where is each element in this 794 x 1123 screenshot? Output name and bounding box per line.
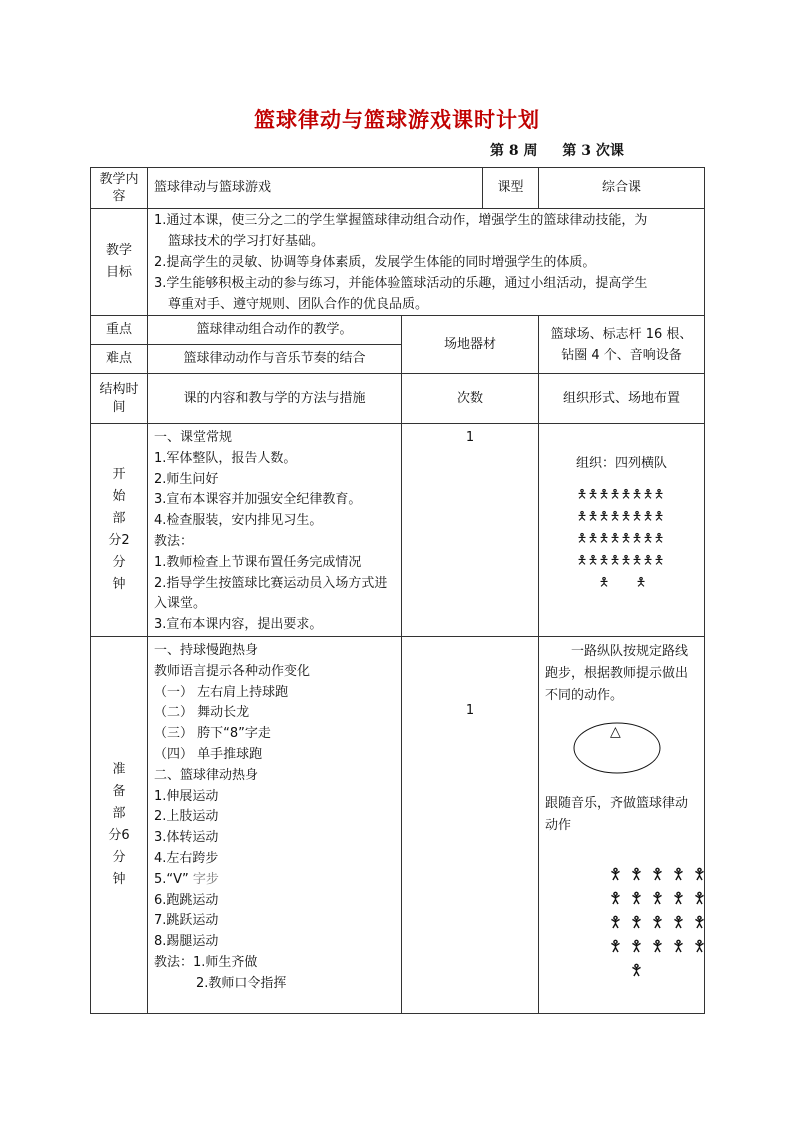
- student-figure-icon: 🯆: [692, 864, 707, 883]
- student-figure-icon: 🯆: [671, 888, 686, 907]
- equipment-label-cell: [402, 316, 539, 374]
- key-label-cell: [91, 316, 148, 345]
- organization-header-cell: [539, 374, 705, 424]
- section1-label: 开始部分2分钟: [108, 466, 130, 592]
- lesson-plan-table: [90, 167, 705, 1014]
- difficulty-value-cell: [148, 345, 402, 374]
- student-figure-icon: 🯅: [620, 553, 632, 567]
- teacher-figure-icon: 🯆: [629, 960, 644, 979]
- student-figure-icon: 🯅: [598, 553, 610, 567]
- section1-content-cell: [148, 424, 402, 637]
- student-figure-icon: 🯆: [629, 936, 644, 955]
- content-label-cell: [91, 168, 148, 209]
- section2-line: 3.体转运动: [154, 830, 219, 846]
- student-figure-icon: 🯅: [609, 531, 621, 545]
- student-figure-icon: 🯅: [576, 487, 588, 501]
- equipment-line: 篮球场、标志杆 16 根、: [550, 326, 693, 342]
- section2-line: 教师语言提示各种动作变化: [154, 663, 311, 679]
- student-figure-icon: 🯅: [642, 531, 654, 545]
- student-figure-icon: 🯅: [598, 509, 610, 523]
- section2-line: 教法：1.师生齐做: [154, 954, 258, 970]
- student-figure-icon: 🯅: [576, 531, 588, 545]
- leader-figure-icon: 🯅: [598, 575, 610, 589]
- student-figure-icon: 🯅: [631, 509, 643, 523]
- key-value: 篮球律动组合动作的教学。: [196, 322, 353, 337]
- section2-line: 7.跳跃运动: [154, 913, 219, 929]
- section2-line: 8.踢腿运动: [154, 934, 219, 950]
- type-value-cell: [539, 168, 705, 209]
- section2-line: 4.左右跨步: [154, 850, 219, 866]
- organization-header: 组织形式、场地布置: [563, 390, 681, 406]
- formation-leaders: [577, 572, 667, 594]
- student-figure-icon: 🯅: [587, 531, 599, 545]
- section1-organization-cell: [539, 424, 705, 637]
- student-figure-icon: 🯅: [653, 487, 665, 501]
- section1-line: 一、课堂常规: [154, 430, 233, 445]
- student-figure-icon: 🯅: [642, 553, 654, 567]
- student-figure-icon: 🯅: [587, 553, 599, 567]
- section1-line: 3.宣布本课内容，提出要求。: [154, 617, 323, 633]
- section2-line: 2.上肢运动: [154, 809, 219, 825]
- type-label: 课型: [497, 180, 524, 195]
- student-figure-icon: 🯆: [650, 888, 665, 907]
- section1-times-cell: [402, 424, 539, 637]
- student-figure-icon: 🯅: [587, 509, 599, 523]
- running-route-diagram: [573, 721, 661, 775]
- section1-org-text: 组织：四列横队: [576, 456, 668, 471]
- student-figure-icon: 🯆: [629, 888, 644, 907]
- objective-line: 2.提高学生的灵敏、协调等身体素质，发展学生体能的同时增强学生的体质。: [154, 254, 596, 270]
- student-figure-icon: 🯅: [620, 509, 632, 523]
- formation-row: [577, 528, 667, 550]
- student-figure-icon: 🯅: [620, 487, 632, 501]
- student-figure-icon: 🯅: [653, 553, 665, 567]
- section2-line: 1.伸展运动: [154, 788, 219, 804]
- structure-label: 结构时间: [99, 381, 139, 415]
- section2-line: 6.跑跳运动: [154, 892, 219, 908]
- section1-line: 2.师生问好: [154, 471, 219, 487]
- rhythm-row: [605, 863, 715, 887]
- section2-times: 1: [465, 702, 475, 718]
- section2-line: （四） 单手推球跑: [154, 746, 263, 762]
- section1-label-cell: [91, 424, 148, 637]
- rhythm-teacher-row: [605, 959, 715, 983]
- section2-line: [154, 870, 395, 891]
- section2-line: （二） 舞动长龙: [154, 705, 250, 721]
- equipment-line: 钻圈 4 个、音响设备: [561, 347, 682, 363]
- section2-label: 准备部分6分钟: [108, 761, 130, 887]
- student-figure-icon: 🯅: [598, 487, 610, 501]
- objectives-cell: [148, 209, 705, 316]
- difficulty-label: 难点: [105, 351, 132, 366]
- rhythm-row: [605, 887, 715, 911]
- section1-line: 4.检查服装，安内排见习生。: [154, 513, 323, 529]
- formation-row: [577, 550, 667, 572]
- key-value-cell: [148, 316, 402, 345]
- v-step-part2: 字步: [192, 871, 219, 887]
- student-figure-icon: 🯅: [609, 487, 621, 501]
- objectives-label: 教学目标: [105, 243, 132, 280]
- student-figure-icon: 🯆: [692, 912, 707, 931]
- methods-header-cell: [148, 374, 402, 424]
- section2-line: （三） 胯下“8”字走: [154, 726, 271, 742]
- objective-line: 篮球技术的学习打好基础。: [168, 233, 325, 249]
- structure-label-cell: [91, 374, 148, 424]
- student-figure-icon: 🯆: [608, 888, 623, 907]
- student-figure-icon: 🯅: [642, 509, 654, 523]
- section1-line: 1.教师检查上节课布置任务完成情况: [154, 554, 362, 570]
- difficulty-value: 篮球律动动作与音乐节奏的结合: [183, 351, 366, 366]
- methods-header: 课的内容和教与学的方法与措施: [183, 390, 366, 406]
- student-figure-icon: 🯆: [608, 936, 623, 955]
- student-figure-icon: 🯆: [650, 936, 665, 955]
- v-step-part1: 5.“V”: [154, 871, 189, 887]
- section2-times-cell: [402, 636, 539, 1013]
- section1-line: 2.指导学生按篮球比赛运动员入场方式进入课堂。: [154, 575, 388, 612]
- student-figure-icon: 🯆: [671, 912, 686, 931]
- formation-four-rows: [577, 484, 667, 594]
- student-figure-icon: 🯅: [576, 553, 588, 567]
- student-figure-icon: 🯅: [653, 509, 665, 523]
- week-lesson-info: [490, 140, 644, 160]
- lesson-label: 第 3 次课: [562, 143, 624, 159]
- section2-line: 2.教师口令指挥: [196, 975, 287, 991]
- times-header: 次数: [457, 390, 484, 406]
- student-figure-icon: 🯆: [671, 936, 686, 955]
- content-label: 教学内容: [99, 172, 139, 204]
- student-figure-icon: 🯆: [629, 912, 644, 931]
- times-header-cell: [402, 374, 539, 424]
- rhythm-row: [605, 935, 715, 959]
- student-figure-icon: 🯆: [608, 912, 623, 931]
- student-figure-icon: 🯆: [692, 936, 707, 955]
- rhythm-row: [605, 911, 715, 935]
- type-value: 综合课: [602, 180, 642, 195]
- student-figure-icon: 🯅: [609, 509, 621, 523]
- student-figure-icon: 🯆: [692, 888, 707, 907]
- section1-line: 1.军体整队，报告人数。: [154, 450, 297, 466]
- objective-line: 1.通过本课，使三分之二的学生掌握篮球律动组合动作，增强学生的篮球律动技能，为: [154, 212, 648, 228]
- formation-row: [577, 506, 667, 528]
- type-label-cell: [483, 168, 539, 209]
- student-figure-icon: 🯆: [671, 864, 686, 883]
- section2-org-text2: 跟随音乐，齐做篮球律动动作: [545, 795, 689, 833]
- student-figure-icon: 🯆: [608, 864, 623, 883]
- formation-row: [577, 484, 667, 506]
- section2-content-cell: [148, 636, 402, 1013]
- section1-line: 教法：: [154, 533, 194, 549]
- student-figure-icon: 🯅: [598, 531, 610, 545]
- content-value: 篮球律动与篮球游戏: [154, 180, 272, 195]
- student-figure-icon: 🯆: [650, 912, 665, 931]
- student-figure-icon: 🯅: [576, 509, 588, 523]
- section2-line: 二、篮球律动热身: [154, 767, 259, 783]
- student-figure-icon: 🯅: [653, 531, 665, 545]
- student-figure-icon: 🯆: [629, 864, 644, 883]
- equipment-value-cell: [539, 316, 705, 374]
- objectives-label-cell: [91, 209, 148, 316]
- student-figure-icon: 🯅: [587, 487, 599, 501]
- content-value-cell: [148, 168, 483, 209]
- student-figure-icon: 🯅: [631, 487, 643, 501]
- difficulty-label-cell: [91, 345, 148, 374]
- section1-line: 3.宣布本课容并加强安全纪律教育。: [154, 492, 362, 508]
- formation-rhythm: [605, 863, 715, 983]
- leader-figure-icon: 🯅: [635, 575, 647, 589]
- section2-label-cell: [91, 636, 148, 1013]
- student-figure-icon: 🯅: [620, 531, 632, 545]
- key-label: 重点: [105, 322, 132, 337]
- equipment-label: 场地器材: [444, 336, 497, 352]
- section2-line: （一） 左右肩上持球跑: [154, 684, 289, 700]
- student-figure-icon: 🯅: [642, 487, 654, 501]
- section1-times: 1: [465, 430, 475, 445]
- student-figure-icon: 🯆: [650, 864, 665, 883]
- week-label: 第 8 周: [490, 143, 538, 159]
- section2-org-text1: 一路纵队按规定路线跑步，根据教师提示做出不同的动作。: [545, 643, 689, 703]
- objective-line: 尊重对手、遵守规则、团队合作的优良品质。: [168, 296, 429, 312]
- section2-organization-cell: [539, 636, 705, 1013]
- page-title: 篮球律动与篮球游戏课时计划: [254, 107, 540, 132]
- student-figure-icon: 🯅: [631, 553, 643, 567]
- teacher-triangle-icon: △: [610, 723, 621, 740]
- student-figure-icon: 🯅: [609, 553, 621, 567]
- student-figure-icon: 🯅: [631, 531, 643, 545]
- objective-line: 3.学生能够积极主动的参与练习，并能体验篮球活动的乐趣，通过小组活动，提高学生: [154, 275, 648, 291]
- section2-line: 一、持球慢跑热身: [154, 642, 259, 658]
